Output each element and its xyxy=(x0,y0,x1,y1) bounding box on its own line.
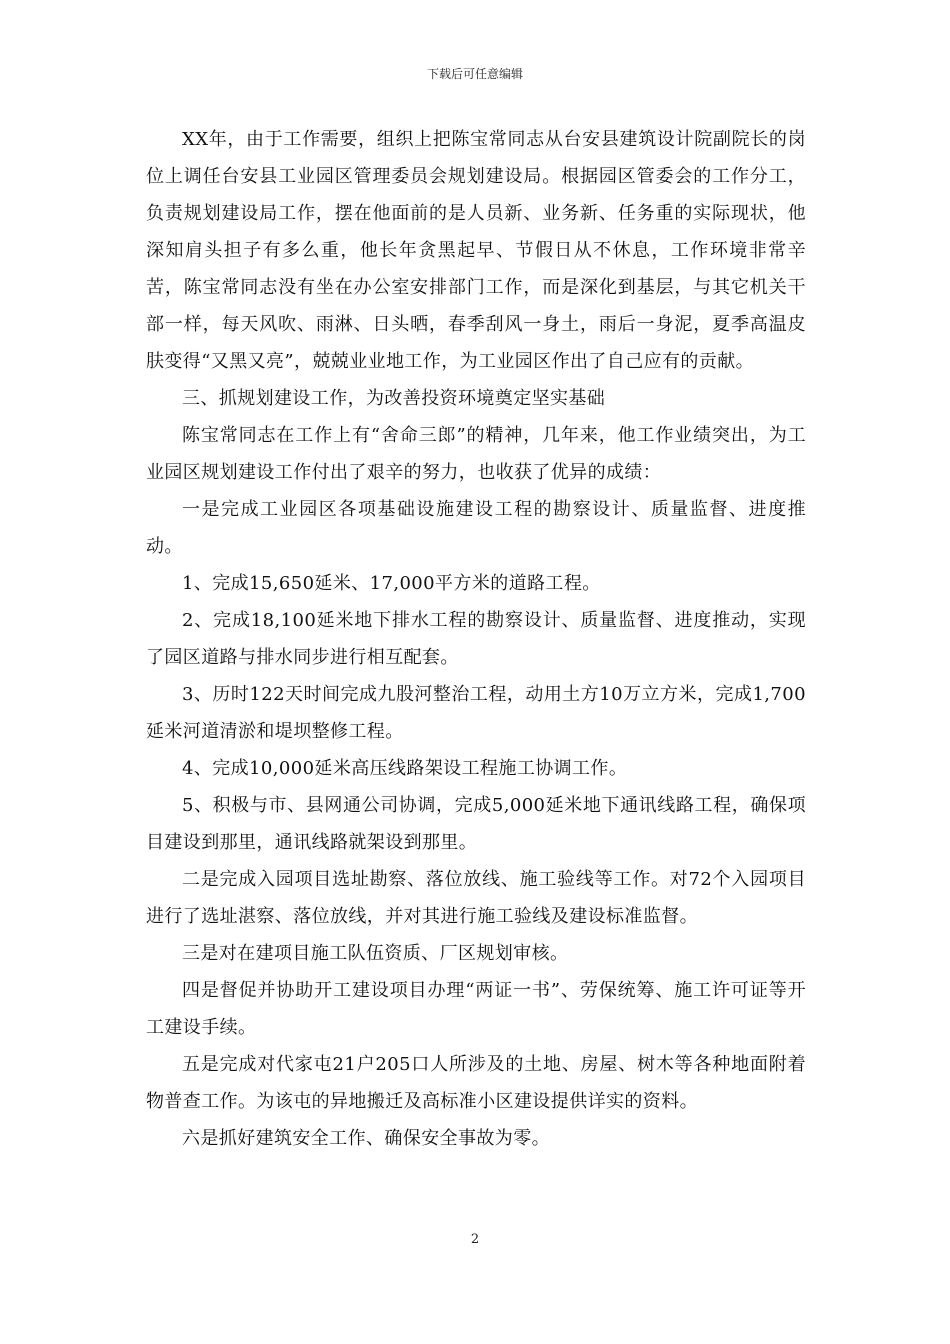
page-number: 2 xyxy=(470,1232,480,1247)
list-item-road: 1、完成15,650延米、17,000平方米的道路工程。 xyxy=(182,573,601,594)
list-item-telecom: 5、积极与市、县网通公司协调，完成5,000延米地下通讯线路工程，确保项目建设到那里，通讯线路就架设到那里。 xyxy=(146,795,806,853)
section-heading-planning: 三、抓规划建设工作，为改善投资环境奠定坚实基础 xyxy=(182,388,606,409)
list-item-river: 3、历时122天时间完成九股河整治工程，动用土方10万立方米，完成1,700延米河道清淤和堤坝整修工程。 xyxy=(146,684,806,742)
paragraph-item-two: 二是完成入园项目选址勘察、落位放线、施工验线等工作。对72个入园项目进行了选址湛察、落位放线，并对其进行施工验线及建设标准监督。 xyxy=(146,869,806,927)
paragraph-item-six: 六是抓好建筑安全工作、确保安全事故为零。 xyxy=(182,1128,550,1149)
paragraph-item-five: 五是完成对代家屯21户205口人所涉及的土地、房屋、树木等各种地面附着物普查工作。为该屯的异地搬迁及高标准小区建设提供详实的资料。 xyxy=(146,1054,806,1112)
paragraph-item-one: 一是完成工业园区各项基础设施建设工程的勘察设计、质量监督、进度推动。 xyxy=(146,499,806,557)
paragraph-item-four: 四是督促并协助开工建设项目办理“两证一书”、劳保统筹、施工许可证等开工建设手续。 xyxy=(146,980,806,1038)
paragraph-item-three: 三是对在建项目施工队伍资质、厂区规划审核。 xyxy=(182,943,569,964)
document-body xyxy=(146,121,806,1157)
list-item-power-line: 4、完成10,000延米高压线路架设工程施工协调工作。 xyxy=(182,758,628,779)
paragraph-appointment: XX年，由于工作需要，组织上把陈宝常同志从台安县建筑设计院副院长的岗位上调任台安县工业园区管理委员会规划建设局。根据园区管委会的工作分工，负责规划建设局工作，摆在他面前的是人员新、业务新、任务重的实际现状，他深知肩头担子有多么重，他长年贪黑起早、节假日从不休息，工作环境非常辛苦，陈宝常同志没有坐在办公室安排部门工作，而是深化到基层，与其它机关干部一样，每天风吹、雨淋、日头晒，春季刮风一身土，雨后一身泥，夏季高温皮肤变得“又黑又亮”，兢兢业业地工作，为工业园区作出了自己应有的贡献。 xyxy=(146,129,806,372)
list-item-drainage: 2、完成18,100延米地下排水工程的勘察设计、质量监督、进度推动，实现了园区道路与排水同步进行相互配套。 xyxy=(146,610,806,668)
paragraph-achievements-intro: 陈宝常同志在工作上有“舍命三郎”的精神，几年来，他工作业绩突出，为工业园区规划建设工作付出了艰辛的努力，也收获了优异的成绩： xyxy=(146,425,806,483)
page-header-note: 下载后可任意编辑 xyxy=(426,67,523,81)
